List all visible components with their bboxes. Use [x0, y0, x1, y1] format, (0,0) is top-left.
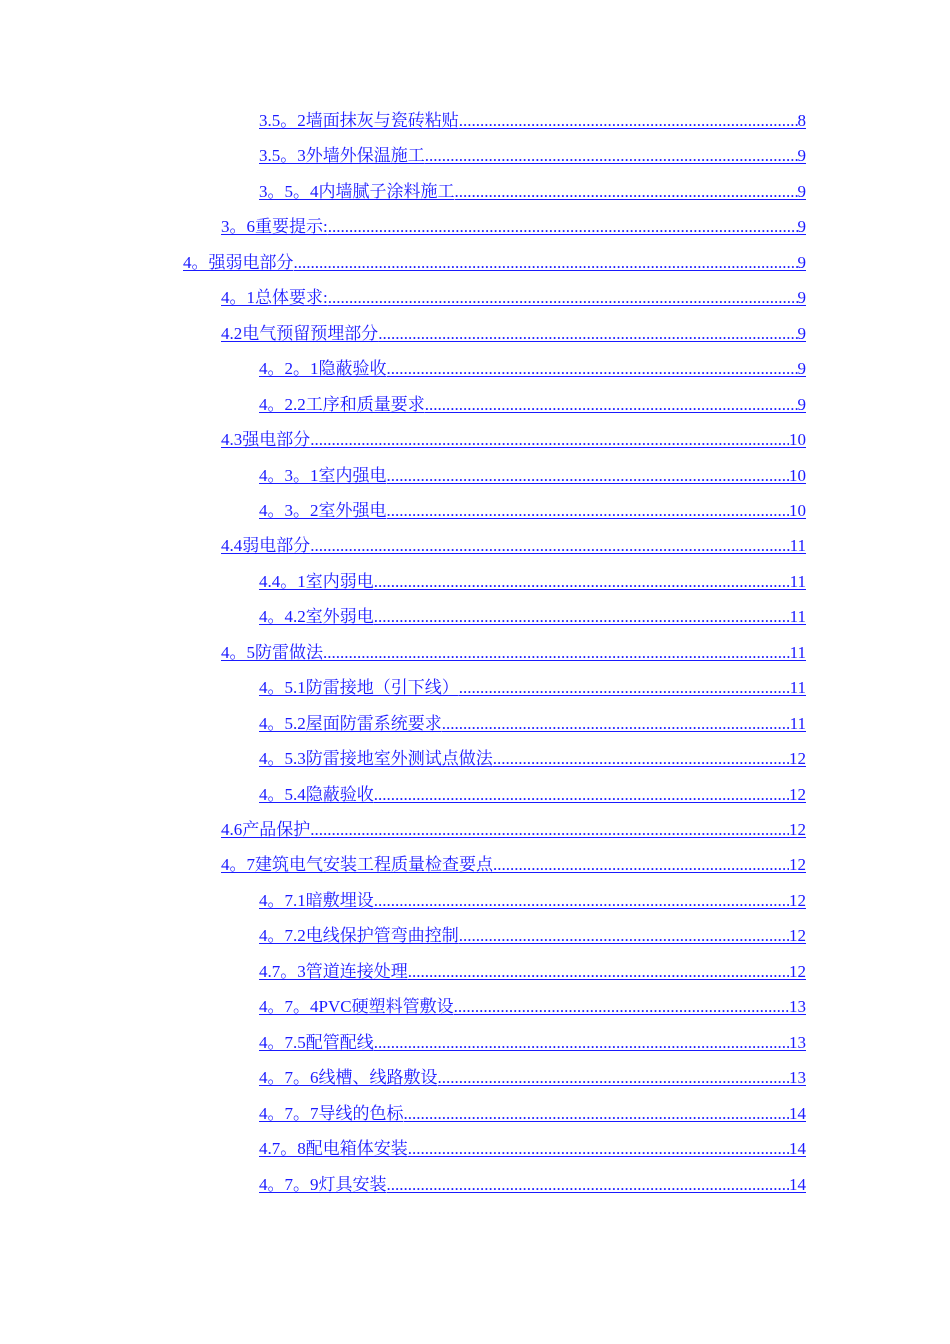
toc-entry[interactable]	[259, 602, 806, 628]
toc-entry-title: 4。5.3防雷接地室外测试点做法	[259, 749, 493, 768]
toc-dot-leader	[387, 358, 798, 380]
toc-dot-leader	[425, 394, 798, 416]
toc-dot-leader	[493, 854, 789, 876]
toc-entry-title: 4。7.2电线保护管弯曲控制	[259, 926, 459, 945]
toc-dot-leader	[294, 252, 798, 274]
toc-entry-title: 4。3。2室外强电	[259, 501, 387, 520]
toc-entry[interactable]	[221, 815, 806, 841]
toc-entry[interactable]	[259, 141, 806, 167]
toc-entry[interactable]	[259, 744, 806, 770]
toc-entry-title: 4。1总体要求:	[221, 288, 328, 307]
toc-entry-page-number: 11	[789, 536, 806, 555]
toc-dot-leader	[387, 500, 790, 522]
toc-entry-title: 4。7建筑电气安装工程质量检查要点	[221, 855, 493, 874]
toc-entry-title: 4.4弱电部分	[221, 536, 311, 555]
toc-entry-page-number: 12	[789, 749, 806, 768]
toc-entry[interactable]	[259, 886, 806, 912]
toc-entry-title: 4。7.1暗敷埋设	[259, 891, 374, 910]
toc-entry[interactable]	[259, 992, 806, 1018]
toc-entry-page-number: 14	[789, 1175, 806, 1194]
toc-entry[interactable]	[259, 177, 806, 203]
toc-entry-page-number: 9	[797, 288, 806, 307]
toc-entry[interactable]	[221, 212, 806, 238]
toc-dot-leader	[374, 1032, 789, 1054]
toc-entry-page-number: 12	[789, 891, 806, 910]
toc-entry[interactable]	[221, 319, 806, 345]
toc-entry-page-number: 11	[789, 643, 806, 662]
toc-dot-leader	[323, 642, 790, 664]
toc-entry-page-number: 13	[789, 1033, 806, 1052]
toc-entry-page-number: 14	[789, 1104, 806, 1123]
toc-entry-title: 4。7。7导线的色标	[259, 1104, 404, 1123]
toc-dot-leader	[310, 429, 789, 451]
toc-entry-page-number: 9	[797, 146, 806, 165]
toc-dot-leader	[387, 1174, 790, 1196]
toc-entry[interactable]	[259, 1063, 806, 1089]
toc-entry[interactable]	[259, 1099, 806, 1125]
toc-dot-leader	[442, 713, 790, 735]
toc-entry-page-number: 10	[789, 501, 806, 520]
toc-dot-leader	[328, 287, 798, 309]
toc-entry-title: 4.7。8配电箱体安装	[259, 1139, 408, 1158]
toc-dot-leader	[408, 1138, 789, 1160]
toc-entry[interactable]	[259, 1134, 806, 1160]
toc-entry-title: 3.5。3外墙外保温施工	[259, 146, 425, 165]
toc-entry-title: 4。7。4PVC硬塑料管敷设	[259, 997, 454, 1016]
toc-entry[interactable]	[259, 354, 806, 380]
toc-entry[interactable]	[259, 1028, 806, 1054]
toc-entry-title: 4.7。3管道连接处理	[259, 962, 408, 981]
toc-entry-page-number: 11	[789, 678, 806, 697]
toc-entry[interactable]	[259, 709, 806, 735]
toc-entry-title: 3。5。4内墙腻子涂料施工	[259, 182, 455, 201]
toc-entry[interactable]	[259, 106, 806, 132]
toc-entry[interactable]	[221, 531, 806, 557]
toc-dot-leader	[493, 748, 789, 770]
toc-entry-page-number: 12	[789, 785, 806, 804]
toc-entry-page-number: 9	[797, 217, 806, 236]
toc-dot-leader	[310, 819, 789, 841]
toc-entry-page-number: 11	[789, 572, 806, 591]
toc-entry-title: 4。5.2屋面防雷系统要求	[259, 714, 442, 733]
toc-dot-leader	[459, 110, 798, 132]
toc-entry-page-number: 12	[789, 926, 806, 945]
toc-dot-leader	[310, 535, 789, 557]
toc-entry-title: 4.3强电部分	[221, 430, 311, 449]
toc-entry-page-number: 9	[797, 182, 806, 201]
toc-dot-leader	[374, 784, 789, 806]
toc-entry-page-number: 9	[797, 324, 806, 343]
toc-entry[interactable]	[221, 283, 806, 309]
toc-entry-page-number: 13	[789, 1068, 806, 1087]
toc-entry-page-number: 9	[797, 359, 806, 378]
toc-entry-page-number: 12	[789, 855, 806, 874]
toc-dot-leader	[425, 145, 798, 167]
toc-entry[interactable]	[221, 638, 806, 664]
toc-entry-title: 4。5.4隐蔽验收	[259, 785, 374, 804]
toc-entry[interactable]	[259, 673, 806, 699]
toc-entry-title: 4。3。1室内强电	[259, 466, 387, 485]
toc-entry-title: 4。7.5配管配线	[259, 1033, 374, 1052]
toc-dot-leader	[374, 571, 790, 593]
toc-dot-leader	[374, 606, 790, 628]
toc-entry[interactable]	[221, 850, 806, 876]
toc-entry[interactable]	[259, 496, 806, 522]
toc-entry-title: 4。7。6线槽、线路敷设	[259, 1068, 438, 1087]
toc-entry-title: 4.2电气预留预埋部分	[221, 324, 379, 343]
toc-entry-title: 4。7。9灯具安装	[259, 1175, 387, 1194]
toc-entry[interactable]	[259, 957, 806, 983]
toc-entry-page-number: 10	[789, 430, 806, 449]
toc-entry-page-number: 12	[789, 962, 806, 981]
toc-entry-page-number: 9	[797, 253, 806, 272]
toc-entry[interactable]	[221, 425, 806, 451]
toc-dot-leader	[459, 925, 789, 947]
toc-dot-leader	[459, 677, 790, 699]
toc-entry-title: 4。5.1防雷接地（引下线）	[259, 678, 459, 697]
toc-entry-title: 4。2.2工序和质量要求	[259, 395, 425, 414]
toc-entry-page-number: 8	[797, 111, 806, 130]
toc-entry-page-number: 11	[789, 714, 806, 733]
toc-entry[interactable]	[259, 780, 806, 806]
toc-entry-title: 4.4。1室内弱电	[259, 572, 374, 591]
toc-entry[interactable]	[259, 390, 806, 416]
toc-entry-title: 4.6产品保护	[221, 820, 311, 839]
toc-entry-title: 4。强弱电部分	[183, 253, 294, 272]
toc-entry-page-number: 11	[789, 607, 806, 626]
toc-entry-title: 3.5。2墙面抹灰与瓷砖粘贴	[259, 111, 459, 130]
toc-dot-leader	[438, 1067, 790, 1089]
toc-entry-title: 4。5防雷做法	[221, 643, 323, 662]
toc-dot-leader	[454, 996, 789, 1018]
toc-entry-title: 4。4.2室外弱电	[259, 607, 374, 626]
toc-dot-leader	[378, 323, 797, 345]
toc-entry-title: 4。2。1隐蔽验收	[259, 359, 387, 378]
toc-entry[interactable]	[259, 1170, 806, 1196]
toc-entry-page-number: 10	[789, 466, 806, 485]
toc-entry-page-number: 13	[789, 997, 806, 1016]
toc-entry[interactable]	[183, 248, 806, 274]
toc-entry[interactable]	[259, 461, 806, 487]
toc-dot-leader	[408, 961, 789, 983]
toc-dot-leader	[404, 1103, 790, 1125]
toc-entry-page-number: 12	[789, 820, 806, 839]
toc-entry[interactable]	[259, 921, 806, 947]
toc-entry-title: 3。6重要提示:	[221, 217, 328, 236]
toc-entry-page-number: 9	[797, 395, 806, 414]
toc-dot-leader	[455, 181, 798, 203]
toc-dot-leader	[328, 216, 798, 238]
toc-dot-leader	[374, 890, 789, 912]
toc-dot-leader	[387, 465, 790, 487]
toc-entry-page-number: 14	[789, 1139, 806, 1158]
toc-entry[interactable]	[259, 567, 806, 593]
